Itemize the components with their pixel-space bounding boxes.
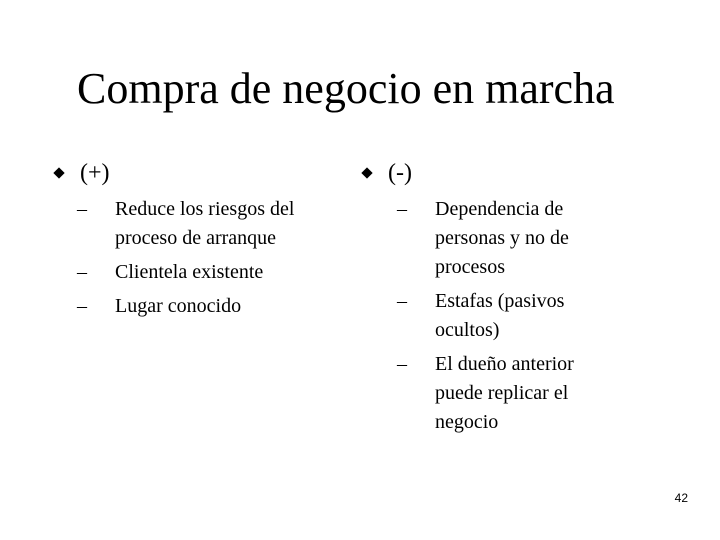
list-item bbox=[77, 258, 342, 287]
list-item bbox=[397, 287, 640, 345]
list-item bbox=[77, 292, 342, 321]
item-line: ocultos) bbox=[435, 319, 500, 341]
cons-column bbox=[360, 155, 640, 442]
dash-marker: – bbox=[397, 290, 407, 312]
dash-marker: – bbox=[77, 295, 87, 317]
diamond-bullet-icon bbox=[53, 167, 64, 178]
item-line: personas y no de bbox=[435, 227, 569, 249]
item-line: Lugar conocido bbox=[115, 295, 242, 317]
pros-heading-label: (+) bbox=[80, 160, 110, 186]
item-line: Estafas (pasivos bbox=[435, 290, 565, 312]
item-line: Clientela existente bbox=[115, 261, 264, 283]
pros-list bbox=[77, 195, 342, 321]
dash-marker: – bbox=[397, 353, 407, 375]
cons-heading bbox=[360, 155, 640, 191]
pros-heading bbox=[52, 155, 342, 191]
pros-column bbox=[52, 155, 342, 326]
list-item bbox=[77, 195, 342, 253]
cons-heading-label: (-) bbox=[388, 160, 412, 186]
list-item bbox=[397, 350, 640, 437]
dash-marker: – bbox=[397, 198, 407, 220]
item-line: puede replicar el bbox=[435, 382, 569, 404]
slide-title: Compra de negocio en marcha bbox=[77, 64, 615, 113]
page-number: 42 bbox=[674, 491, 688, 505]
dash-marker: – bbox=[77, 198, 87, 220]
dash-marker: – bbox=[77, 261, 87, 283]
item-line: negocio bbox=[435, 411, 499, 433]
list-item bbox=[397, 195, 640, 282]
item-line: proceso de arranque bbox=[115, 227, 277, 249]
item-line: El dueño anterior bbox=[435, 353, 574, 375]
diamond-bullet-icon bbox=[361, 167, 372, 178]
cons-list bbox=[397, 195, 640, 437]
item-line: Dependencia de bbox=[435, 198, 564, 220]
item-line: procesos bbox=[435, 256, 505, 278]
item-line: Reduce los riesgos del bbox=[115, 198, 295, 220]
